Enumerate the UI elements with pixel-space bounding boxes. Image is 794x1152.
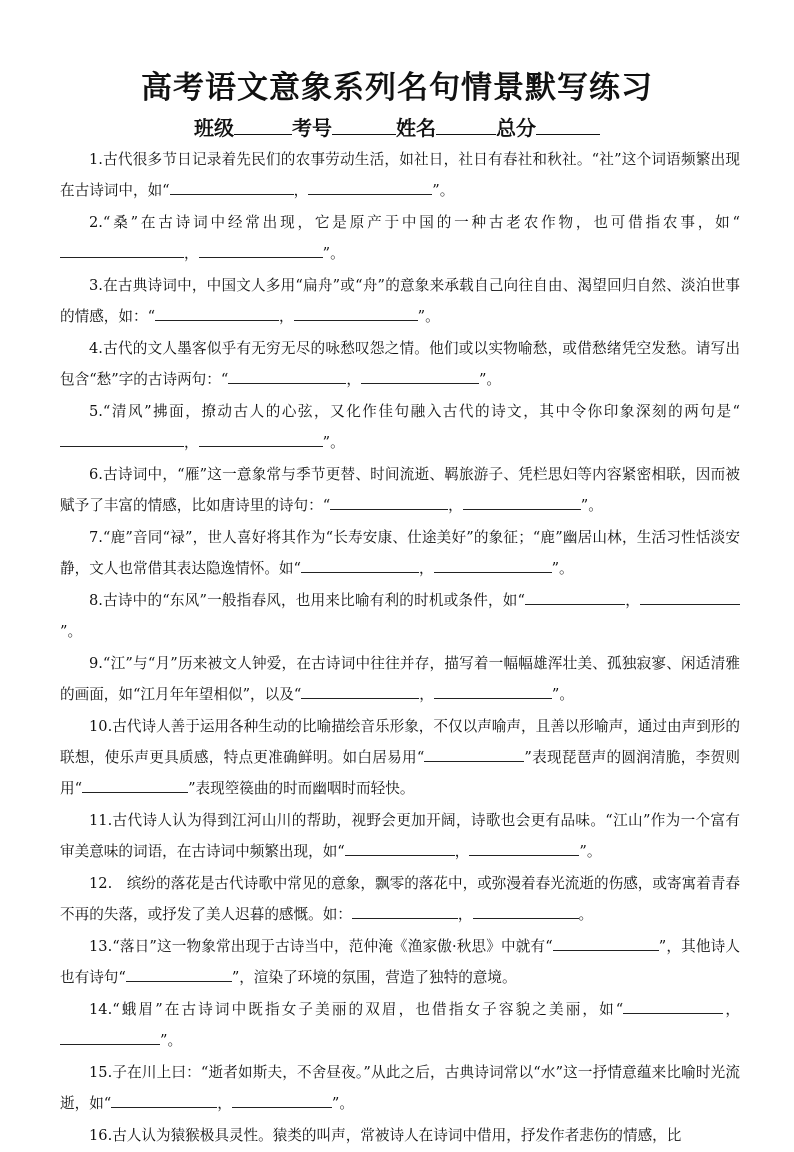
question-text: ”。	[331, 1095, 354, 1112]
question-text: 13.“落日”这一物象常出现于古诗当中，范仲淹《渔家傲·秋思》中就有“	[89, 938, 553, 955]
answer-blank[interactable]	[623, 999, 723, 1014]
question-text: ”。	[551, 686, 574, 703]
answer-blank[interactable]	[330, 495, 448, 510]
question-text: ，	[184, 245, 199, 262]
question-14	[60, 994, 740, 1056]
question-text: ”表现箜篌曲的时而幽咽时而轻快。	[188, 780, 415, 797]
answer-blank[interactable]	[308, 180, 432, 195]
answer-blank[interactable]	[126, 967, 232, 982]
answer-blank[interactable]	[424, 747, 524, 762]
score-label: 总分	[496, 116, 536, 140]
answer-blank[interactable]	[82, 778, 188, 793]
answer-blank[interactable]	[473, 904, 579, 919]
question-9	[60, 648, 740, 710]
answer-blank[interactable]	[199, 243, 323, 258]
answer-blank[interactable]	[345, 841, 455, 856]
question-text: 2.“桑”在古诗词中经常出现，它是原产于中国的一种古老农作物，也可借指农事，如“	[89, 214, 740, 231]
question-text: 5.“清风”拂面，撩动古人的心弦，又化作佳句融入古代的诗文，其中令你印象深刻的两句是“	[89, 403, 740, 420]
question-text: 10.古代诗人善于运用各种生动的比喻描绘音乐形象，不仅以声喻声，且善以形喻声，通过由声到形的联想，使乐声更具质感，特点更准确鲜明。如白居易用“	[60, 718, 740, 766]
class-field[interactable]	[194, 112, 292, 141]
answer-blank[interactable]	[469, 841, 579, 856]
answer-blank[interactable]	[301, 684, 419, 699]
question-16	[60, 1120, 740, 1151]
question-text: ，	[184, 434, 199, 451]
question-text: 11.古代诗人认为得到江河山川的帮助，视野会更加开阔，诗歌也会更有品味。“江山”作为一个富有审美意味的词语，在古诗词中频繁出现，如“	[60, 812, 740, 860]
question-15	[60, 1057, 740, 1119]
score-blank[interactable]	[536, 116, 600, 135]
question-7	[60, 522, 740, 584]
question-3	[60, 270, 740, 332]
answer-blank[interactable]	[525, 590, 625, 605]
question-8	[60, 585, 740, 647]
question-text: 15.子在川上曰：“逝者如斯夫，不舍昼夜。”从此之后，古典诗词常以“水”这一抒情意蕴来比喻时光流逝，如“	[60, 1064, 740, 1112]
answer-blank[interactable]	[352, 904, 458, 919]
exam-no-blank[interactable]	[332, 116, 396, 135]
question-text: ”，其他诗人也有诗句“	[60, 938, 741, 986]
question-text: ，	[346, 371, 361, 388]
answer-blank[interactable]	[232, 1093, 332, 1108]
answer-blank[interactable]	[60, 432, 184, 447]
question-2	[60, 207, 740, 269]
answer-blank[interactable]	[170, 180, 294, 195]
question-text: ，	[448, 497, 463, 514]
exam-no-label: 考号	[292, 116, 332, 140]
answer-blank[interactable]	[155, 306, 279, 321]
question-5	[60, 396, 740, 458]
question-text: 。	[578, 906, 594, 923]
answer-blank[interactable]	[301, 558, 419, 573]
answer-blank[interactable]	[60, 1030, 160, 1045]
question-text: ”。	[551, 560, 574, 577]
question-text: 3.在古典诗词中，中国文人多用“扁舟”或“舟”的意象来承载自己向往自由、渴望回归自然、淡泊世事的情感，如：“	[60, 277, 740, 325]
question-1	[60, 144, 740, 206]
answer-blank[interactable]	[111, 1093, 217, 1108]
question-text: ，	[419, 686, 434, 703]
question-text: 14.“蛾眉”在古诗词中既指女子美丽的双眉，也借指女子容貌之美丽，如“	[89, 1001, 624, 1018]
question-text: ”，渲染了环境的氛围，营造了独特的意境。	[231, 969, 517, 986]
page-title: 高考语文意象系列名句情景默写练习	[141, 70, 653, 106]
question-text: ，	[723, 1001, 740, 1018]
answer-blank[interactable]	[228, 369, 346, 384]
class-blank[interactable]	[234, 116, 292, 135]
question-text: ，	[217, 1095, 232, 1112]
question-text: 4.古代的文人墨客似乎有无穷无尽的咏愁叹怨之情。他们或以实物喻愁，或借愁绪凭空发愁。请写出包含“愁”字的古诗两句：“	[60, 340, 740, 388]
question-text: 6.古诗词中，“雁”这一意象常与季节更替、时间流逝、羁旅游子、凭栏思妇等内容紧密相联，因而被赋予了丰富的情感，比如唐诗里的诗句：“	[60, 466, 740, 514]
question-text: 1.古代很多节日记录着先民们的农事劳动生活，如社日，社日有春社和秋社。“社”这个词语频繁出现在古诗词中，如“	[60, 151, 740, 199]
question-4	[60, 333, 740, 395]
answer-blank[interactable]	[640, 590, 740, 605]
question-text: ”。	[432, 182, 455, 199]
question-text: ，	[279, 308, 294, 325]
question-list	[60, 144, 740, 1152]
question-text: ，	[625, 592, 640, 609]
question-text: 12. 缤纷的落花是古代诗歌中常见的意象，飘零的落花中，或弥漫着春光流逝的伤感，或寄寓着青春不再的失落，或抒发了美人迟暮的感慨。如：	[60, 875, 740, 923]
question-text: ，	[293, 182, 309, 199]
question-text: ”。	[417, 308, 440, 325]
name-field[interactable]	[396, 112, 496, 141]
answer-blank[interactable]	[434, 684, 552, 699]
question-text: ”。	[478, 371, 501, 388]
question-text: ”。	[322, 245, 345, 262]
answer-blank[interactable]	[463, 495, 581, 510]
score-field[interactable]	[496, 112, 600, 141]
question-text: ”。	[60, 623, 83, 640]
question-text: 7.“鹿”音同“禄”，世人喜好将其作为“长寿安康、仕途美好”的象征；“鹿”幽居山林，生活习性恬淡安静，文人也常借其表达隐逸情怀。如“	[60, 529, 740, 577]
question-text: ，	[457, 906, 473, 923]
question-text: ”。	[580, 497, 603, 514]
header-fields	[0, 112, 794, 141]
question-text: ，	[454, 843, 470, 860]
name-blank[interactable]	[436, 116, 496, 135]
question-text: ”。	[322, 434, 345, 451]
answer-blank[interactable]	[434, 558, 552, 573]
question-text: 16.古人认为猿猴极具灵性。猿类的叫声，常被诗人在诗词中借用，抒发作者悲伤的情感，比	[89, 1127, 682, 1144]
question-6	[60, 459, 740, 521]
question-10	[60, 711, 740, 804]
name-label: 姓名	[396, 116, 436, 140]
class-label: 班级	[194, 116, 234, 140]
answer-blank[interactable]	[294, 306, 418, 321]
answer-blank[interactable]	[553, 936, 659, 951]
exam-no-field[interactable]	[292, 112, 396, 141]
question-text: ”表现琵琶声的圆润清脆，李贺则用“	[60, 749, 741, 797]
question-text: ”。	[579, 843, 602, 860]
question-text: 9.“江”与“月”历来被文人钟爱，在古诗词中往往并存，描写着一幅幅雄浑壮美、孤独寂寥、闲适清雅的画面，如“江月年年望相似”，以及“	[60, 655, 740, 703]
answer-blank[interactable]	[60, 243, 184, 258]
question-13	[60, 931, 740, 993]
question-11	[60, 805, 740, 867]
answer-blank[interactable]	[361, 369, 479, 384]
question-text: ”。	[160, 1032, 183, 1049]
question-text: ，	[418, 560, 434, 577]
answer-blank[interactable]	[199, 432, 323, 447]
question-12	[60, 868, 740, 930]
question-text: 8.古诗中的“东风”一般指春风，也用来比喻有利的时机或条件，如“	[89, 592, 526, 609]
